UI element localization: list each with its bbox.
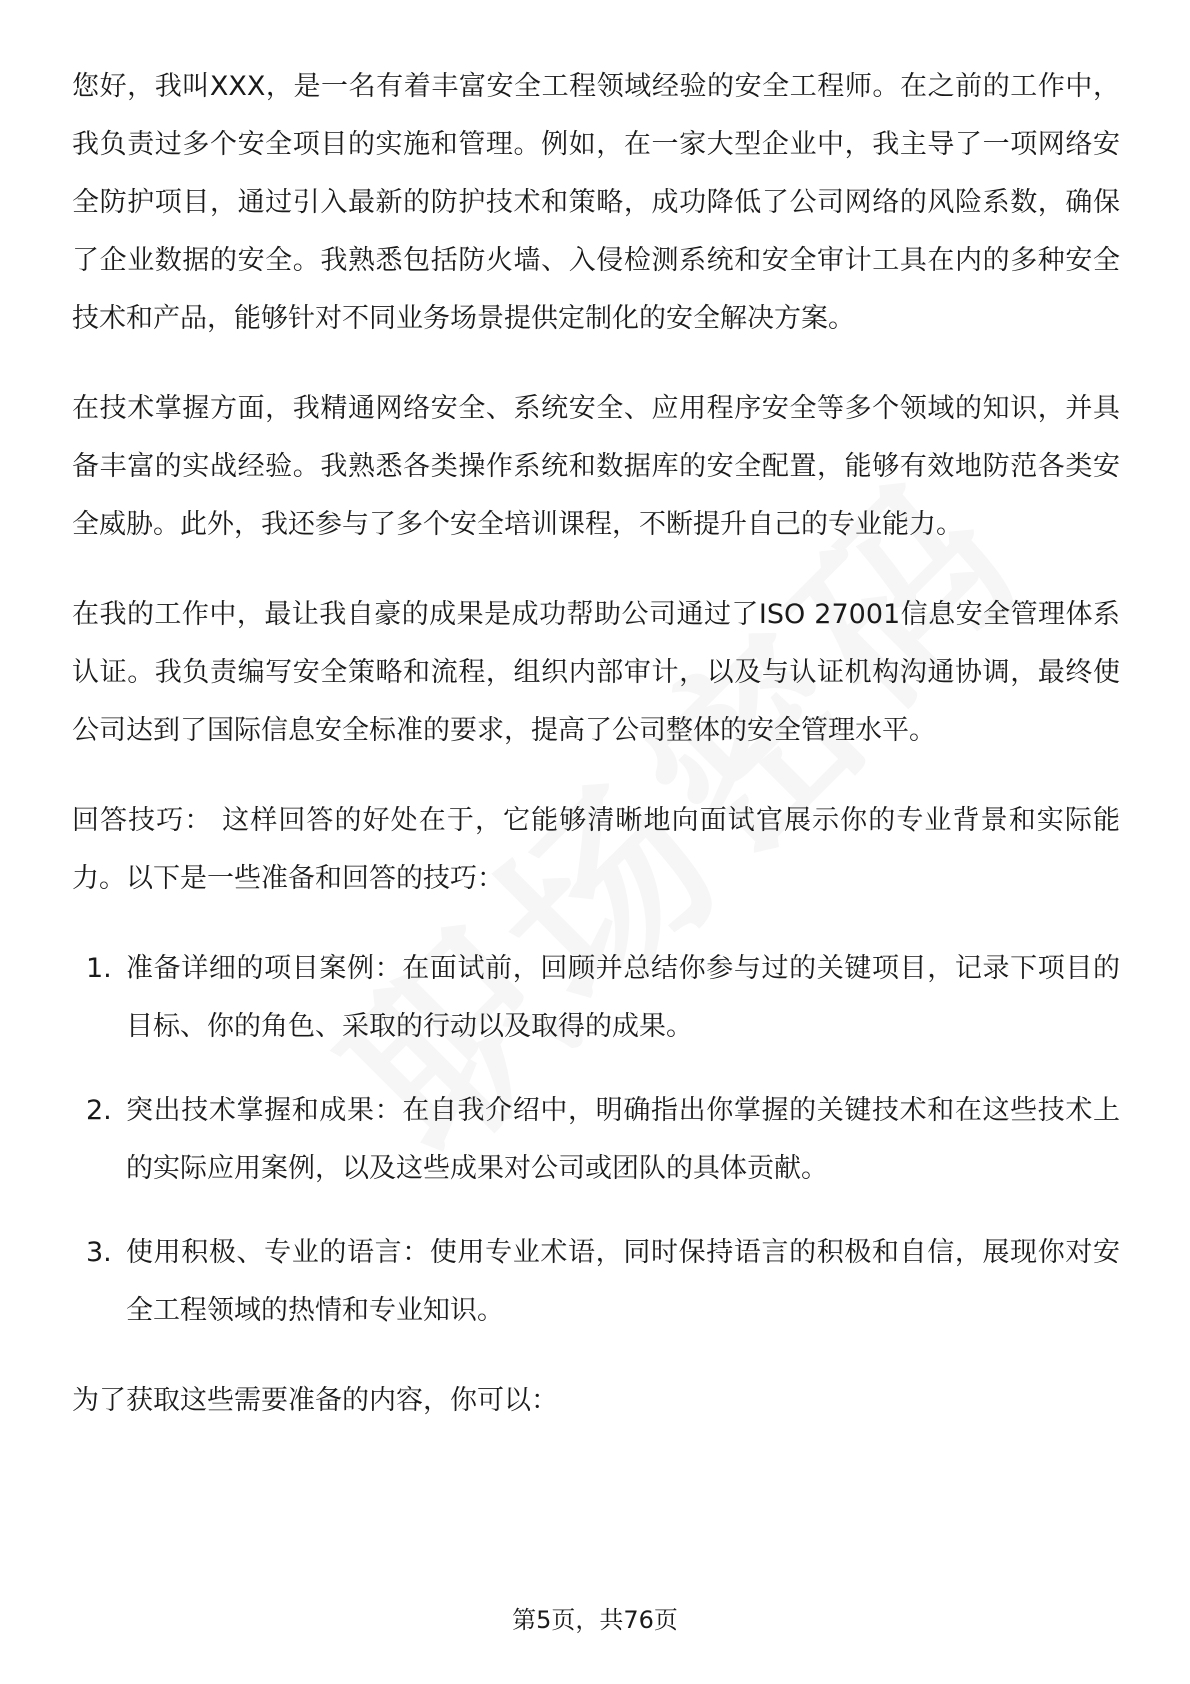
list-item-number: 2. <box>86 1095 112 1126</box>
list-item-text: 准备详细的项目案例：在面试前，回顾并总结你参与过的关键项目，记录下项目的目标、你的角色、采取的行动以及取得的成果。 <box>126 953 1120 1042</box>
tips-list <box>72 940 1120 1340</box>
paragraph-intro: 您好，我叫XXX，是一名有着丰富安全工程领域经验的安全工程师。在之前的工作中，我负责过多个安全项目的实施和管理。例如，在一家大型企业中，我主导了一项网络安全防护项目，通过引入最新的防护技术和策略，成功降低了公司网络的风险系数，确保了企业数据的安全。我熟悉包括防火墙、入侵检测系统和安全审计工具在内的多种安全技术和产品，能够针对不同业务场景提供定制化的安全解决方案。 <box>72 71 1120 334</box>
document-body <box>72 58 1120 1462</box>
list-item <box>72 1224 1120 1340</box>
list-item <box>72 1082 1120 1198</box>
list-item <box>72 940 1120 1056</box>
paragraph-technical-skills: 在技术掌握方面，我精通网络安全、系统安全、应用程序安全等多个领域的知识，并具备丰富的实战经验。我熟悉各类操作系统和数据库的安全配置，能够有效地防范各类安全威胁。此外，我还参与了多个安全培训课程，不断提升自己的专业能力。 <box>72 393 1120 540</box>
list-item-number: 3. <box>86 1237 112 1268</box>
list-item-text: 使用积极、专业的语言：使用专业术语，同时保持语言的积极和自信，展现你对安全工程领域的热情和专业知识。 <box>126 1237 1120 1326</box>
page-number: 第5页，共76页 <box>512 1606 678 1634</box>
list-item-number: 1. <box>86 953 112 984</box>
paragraph-achievement: 在我的工作中，最让我自豪的成果是成功帮助公司通过了ISO 27001信息安全管理体系认证。我负责编写安全策略和流程，组织内部审计，以及与认证机构沟通协调，最终使公司达到了国际信息安全标准的要求，提高了公司整体的安全管理水平。 <box>72 599 1120 746</box>
list-item-text: 突出技术掌握和成果：在自我介绍中，明确指出你掌握的关键技术和在这些技术上的实际应用案例，以及这些成果对公司或团队的具体贡献。 <box>126 1095 1120 1184</box>
paragraph-answer-tips: 回答技巧： 这样回答的好处在于，它能够清晰地向面试官展示你的专业背景和实际能力。以下是一些准备和回答的技巧： <box>72 805 1120 894</box>
paragraph-closing: 为了获取这些需要准备的内容，你可以： <box>72 1385 558 1416</box>
